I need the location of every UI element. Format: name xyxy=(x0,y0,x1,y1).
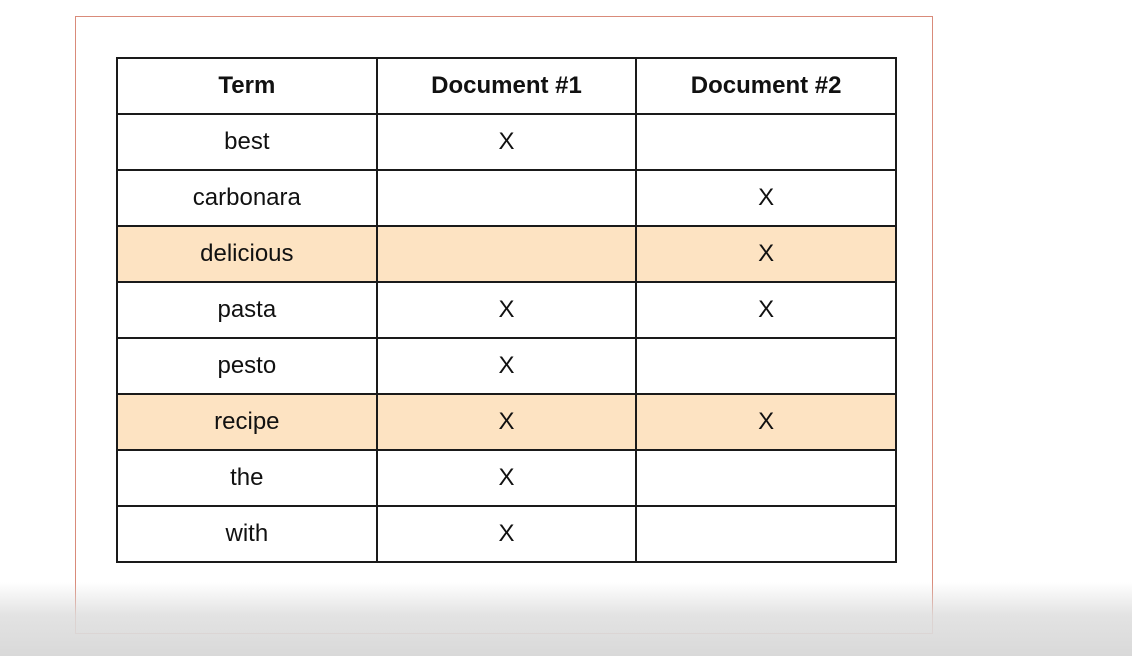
term-cell: pesto xyxy=(117,338,377,394)
header-document-1: Document #1 xyxy=(377,58,637,114)
inverted-index-table xyxy=(116,57,897,563)
header-document-2: Document #2 xyxy=(636,58,896,114)
table-row xyxy=(117,338,896,394)
doc2-cell xyxy=(636,450,896,506)
doc1-cell: X xyxy=(377,282,637,338)
table-row xyxy=(117,170,896,226)
table-row xyxy=(117,226,896,282)
doc2-cell xyxy=(636,338,896,394)
doc1-cell xyxy=(377,226,637,282)
doc2-cell xyxy=(636,114,896,170)
term-cell: carbonara xyxy=(117,170,377,226)
doc2-cell: X xyxy=(636,394,896,450)
slide-frame xyxy=(75,16,933,634)
doc1-cell: X xyxy=(377,394,637,450)
table-row xyxy=(117,282,896,338)
term-cell: pasta xyxy=(117,282,377,338)
doc2-cell: X xyxy=(636,170,896,226)
term-cell: recipe xyxy=(117,394,377,450)
doc1-cell: X xyxy=(377,450,637,506)
doc1-cell: X xyxy=(377,338,637,394)
term-cell: with xyxy=(117,506,377,562)
header-term: Term xyxy=(117,58,377,114)
doc2-cell: X xyxy=(636,282,896,338)
table-row xyxy=(117,506,896,562)
doc1-cell xyxy=(377,170,637,226)
term-cell: best xyxy=(117,114,377,170)
table-row xyxy=(117,450,896,506)
term-cell: delicious xyxy=(117,226,377,282)
doc2-cell: X xyxy=(636,226,896,282)
doc1-cell: X xyxy=(377,114,637,170)
table-row xyxy=(117,394,896,450)
term-cell: the xyxy=(117,450,377,506)
doc1-cell: X xyxy=(377,506,637,562)
table-row xyxy=(117,114,896,170)
header-row xyxy=(117,58,896,114)
doc2-cell xyxy=(636,506,896,562)
